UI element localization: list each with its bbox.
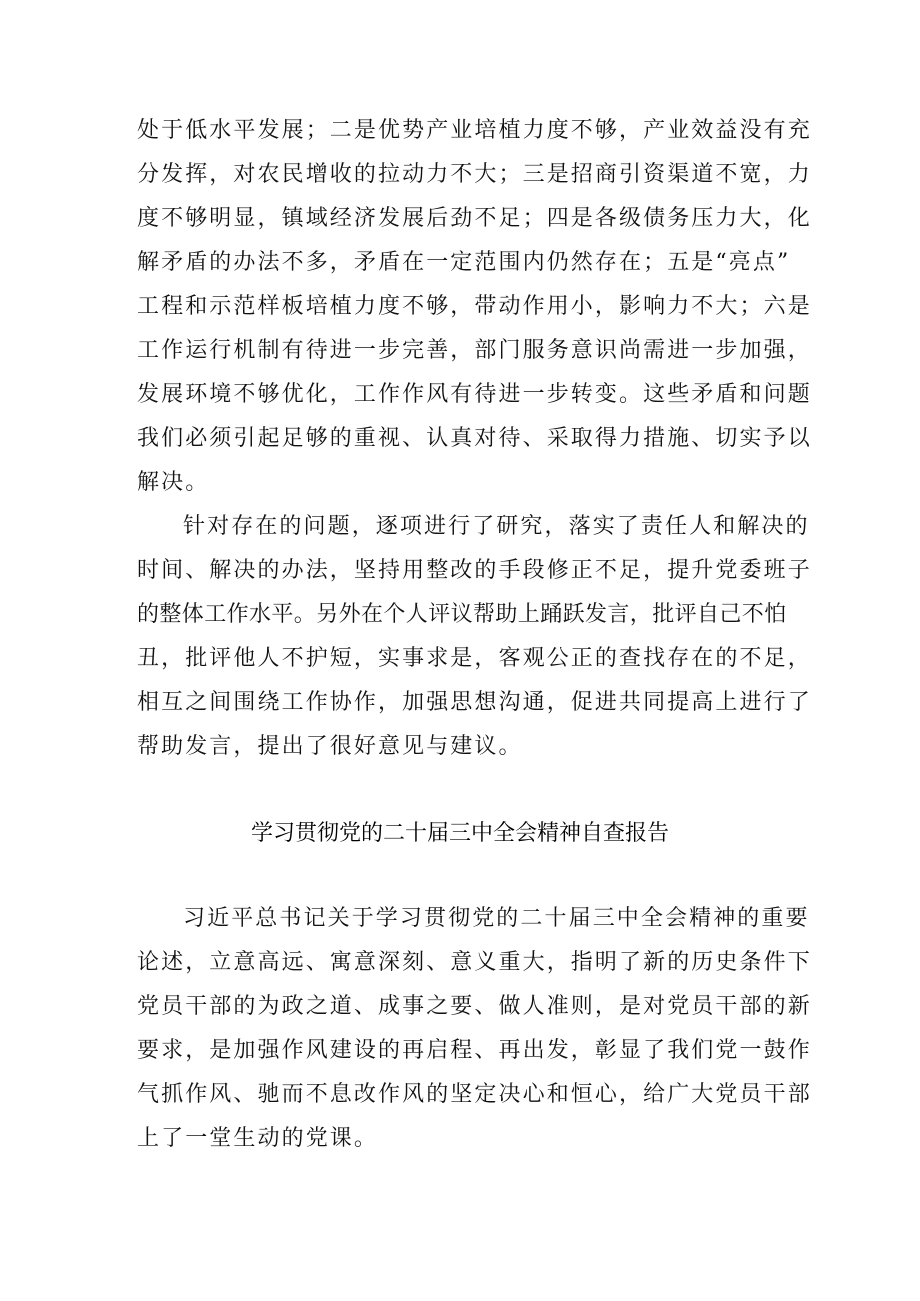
- paragraph-line: 我们必须引起足够的重视、认真对待、采取得力措施、切实予以: [137, 426, 812, 451]
- paragraph-line: 帮助发言，提出了很好意见与建议。: [137, 734, 523, 759]
- paragraph-line: 气抓作风、驰而不息改作风的坚定决心和恒心，给广大党员干部: [137, 1082, 812, 1107]
- paragraph-line: 处于低水平发展；二是优势产业培植力度不够，产业效益没有充: [137, 118, 812, 143]
- paragraph-line: 发展环境不够优化，工作作风有待进一步转变。这些矛盾和问题: [137, 382, 812, 407]
- paragraph-line: 工程和示范样板培植力度不够，带动作用小，影响力不大；六是: [137, 294, 812, 319]
- paragraph-line: 上了一堂生动的党课。: [137, 1126, 379, 1151]
- paragraph-line: 要求，是加强作风建设的再启程、再出发，彰显了我们党一鼓作: [137, 1038, 812, 1063]
- paragraph-line: 分发挥，对农民增收的拉动力不大；三是招商引资渠道不宽，力: [137, 162, 812, 187]
- paragraph-line: 相互之间围绕工作协作，加强思想沟通，促进共同提高上进行了: [137, 690, 812, 715]
- paragraph-line: 解矛盾的办法不多，矛盾在一定范围内仍然存在；五是“亮点”: [137, 250, 791, 275]
- paragraph-line: 针对存在的问题，逐项进行了研究，落实了责任人和解决的: [183, 514, 810, 539]
- paragraph-line: 党员干部的为政之道、成事之要、做人准则，是对党员干部的新: [137, 994, 812, 1019]
- page-title: 学习贯彻党的二十届三中全会精神自查报告: [250, 821, 669, 846]
- paragraph-line: 工作运行机制有待进一步完善，部门服务意识尚需进一步加强，: [137, 338, 812, 363]
- paragraph-line: 度不够明显，镇域经济发展后劲不足；四是各级债务压力大，化: [137, 206, 812, 231]
- paragraph-line: 的整体工作水平。另外在个人评议帮助上踊跃发言，批评自己不怕: [137, 602, 787, 627]
- paragraph-line: 时间、解决的办法，坚持用整改的手段修正不足，提升党委班子: [137, 558, 812, 583]
- paragraph-line: 习近平总书记关于学习贯彻党的二十届三中全会精神的重要: [183, 906, 810, 931]
- paragraph-line: 解决。: [137, 470, 210, 495]
- paragraph-line: 论述，立意高远、寓意深刻、意义重大，指明了新的历史条件下: [137, 950, 812, 975]
- paragraph-line: 丑，批评他人不护短，实事求是，客观公正的查找存在的不足，: [137, 646, 812, 671]
